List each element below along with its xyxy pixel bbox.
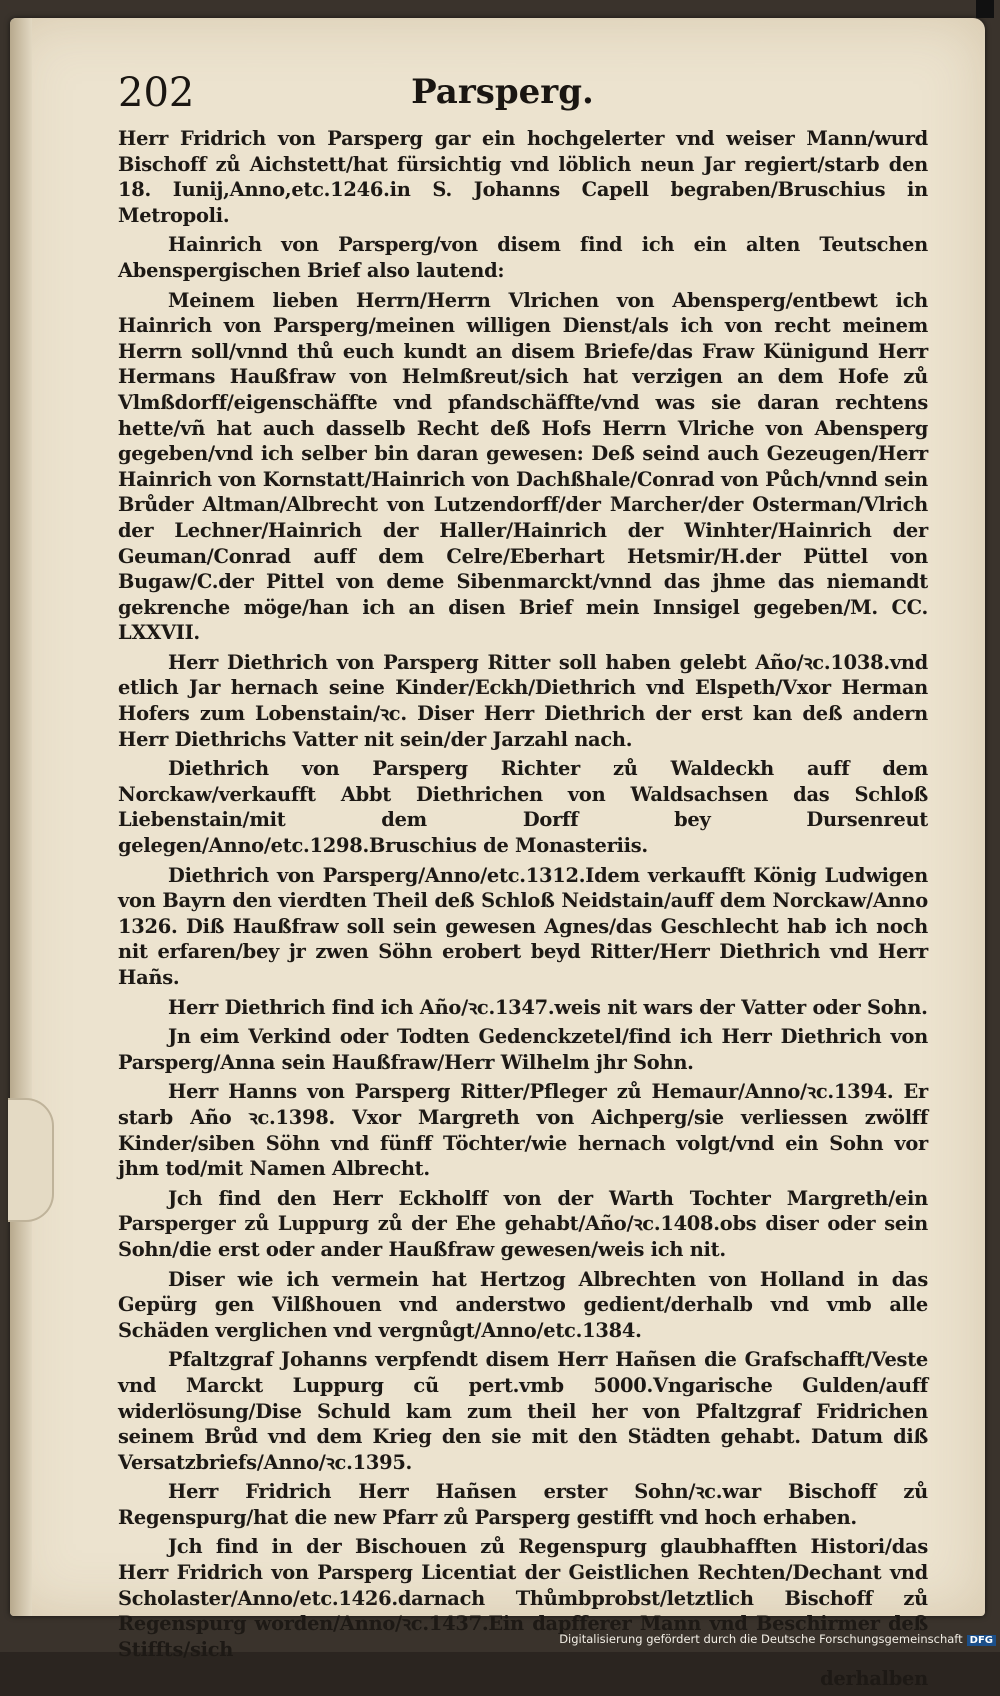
paragraph: Pfaltzgraf Johanns verpfendt disem Herr Hañsen die Grafschafft/Veste vnd Marckt Luppurg cũ pert.vmb 5000.Vngarische Gulden/auff widerlösung/Dise Schuld kam zum theil her von Pfaltzgraf Fridrichen seinem Brůd vnd dem Krieg den sie mit den Städten gehabt. Datum diß Versatzbriefs/Anno/ꝛc.1395.: [118, 1348, 928, 1474]
paragraph: Herr Hanns von Parsperg Ritter/Pfleger zů Hemaur/Anno/ꝛc.1394. Er starb Año ꝛc.1398. Vxor Margreth von Aichperg/sie verliessen zwölff Kinder/siben Söhn vnd fünff Töchter/wie hernach volgt/vnd ein Sohn vor jhm tod/mit Namen Albrecht.: [118, 1080, 928, 1181]
body-text: [118, 126, 928, 1696]
credit-text: Digitalisierung gefördert durch die Deutsche Forschungsgemeinschaft: [559, 1632, 963, 1646]
corner-mark: [976, 0, 994, 18]
paragraph: Diethrich von Parsperg Richter zů Waldeckh auff dem Norckaw/verkaufft Abbt Diethrichen von Waldsachsen das Schloß Liebenstain/mit dem Dorff bey Dursenreut gelegen/Anno/etc.1298.Bruschius de Monasteriis.: [118, 757, 928, 858]
page-number: 202: [118, 70, 195, 116]
catchword: derhalben: [820, 1667, 928, 1691]
paragraph: Jch find den Herr Eckholff von der Warth Tochter Margreth/ein Parsperger zů Luppurg zů der Ehe gehabt/Año/ꝛc.1408.obs diser oder sein Sohn/die erst oder ander Haußfraw gewesen/weis ich nit.: [118, 1186, 928, 1261]
paragraph: Herr Fridrich von Parsperg gar ein hochgelerter vnd weiser Mann/wurd Bischoff zů Aichstett/hat fürsichtig vnd löblich neun Jar regiert/starb den 18. Iunij,Anno,etc.1246.in S. Johanns Capell begraben/Bruschius in Metropoli.: [118, 127, 928, 227]
paragraph: Diser wie ich vermein hat Hertzog Albrechten von Holland in das Gepürg gen Vilßhouen vnd anderstwo gedient/derhalb vnd vmb alle Schäden verglichen vnd vergnůgt/Anno/etc.1384.: [118, 1267, 928, 1342]
page-tab-mark: [8, 1098, 54, 1222]
paragraph: Herr Fridrich Herr Hañsen erster Sohn/ꝛc.war Bischoff zů Regenspurg/hat die new Pfarr zů Parsperg gestifft vnd hoch erhaben.: [118, 1480, 928, 1529]
paragraph: Diethrich von Parsperg/Anno/etc.1312.Idem verkaufft König Ludwigen von Bayrn den vierdten Theil deß Schloß Neidstain/auff dem Norckaw/Anno 1326. Diß Haußfraw soll sein gewesen Agnes/das Geschlecht hab ich noch nit erfaren/bey jr zwen Söhn erobert beyd Ritter/Herr Diethrich vnd Herr Hañs.: [118, 863, 928, 989]
paragraph: Hainrich von Parsperg/von disem find ich ein alten Teutschen Abenspergischen Brief also lautend:: [118, 233, 928, 282]
paragraph: Herr Diethrich von Parsperg Ritter soll haben gelebt Año/ꝛc.1038.vnd etlich Jar hernach seine Kinder/Eckh/Diethrich vnd Elspeth/Vxor Herman Hofers zum Lobenstain/ꝛc. Diser Herr Diethrich der erst kan deß andern Herr Diethrichs Vatter nit sein/der Jarzahl nach.: [118, 650, 928, 751]
page-gutter: [10, 18, 32, 1616]
running-head: Parsperg.: [411, 72, 594, 112]
paragraph: Herr Diethrich find ich Año/ꝛc.1347.weis nit wars der Vatter oder Sohn.: [168, 995, 928, 1019]
dfg-logo-icon: DFG: [967, 1635, 996, 1646]
digitization-credit: [559, 1632, 996, 1646]
paragraph: Meinem lieben Herrn/Herrn Vlrichen von Abensperg/entbewt ich Hainrich von Parsperg/meinen willigen Dienst/als ich von recht meinem Herrn soll/vnnd thů euch kundt an disem Briefe/das Fraw Künigund Herr Hermans Haußfraw von Helmßreut/sich hat verzigen an dem Hofe zů Vlmßdorff/eigenschäffte vnd pfandschäffte/vnd was sie daran rechtens hette/vñ hat auch dasselb Recht deß Hofs Herrn Vlriche von Abensperg gegeben/vnd ich selber bin daran gewesen: Deß seind auch Gezeugen/Herr Hainrich von Kornstatt/Hainrich von Dachßhale/Conrad von Půch/vnnd sein Brůder Altman/Albrecht von Lutzendorff/der Marcher/der Osterman/Vlrich der Lechner/Hainrich der Haller/Hainrich der Winhter/Hainrich der Geuman/Conrad auff dem Celre/Eberhart Hetsmir/H.der Püttel von Bugaw/C.der Pittel von deme Sibenmarckt/vnnd das jhme das niemandt gekrenche möge/han ich an disen Brief mein Innsigel gegeben/M. CC. LXXVII.: [118, 288, 928, 645]
paragraph: Jch find in der Bischouen zů Regenspurg glaubhafften Histori/das Herr Fridrich von Parsperg Licentiat der Geistlichen Rechten/Dechant vnd Scholaster/Anno/etc.1426.darnach Thůmbprobst/letztlich Bischoff zů Regenspurg worden/Anno/ꝛc.1437.Ein dapfferer Mann vnd Beschirmer deß Stiffts/sich: [118, 1535, 928, 1661]
paragraph: Jn eim Verkind oder Todten Gedenckzetel/find ich Herr Diethrich von Parsperg/Anna sein Haußfraw/Herr Wilhelm jhr Sohn.: [118, 1025, 928, 1074]
